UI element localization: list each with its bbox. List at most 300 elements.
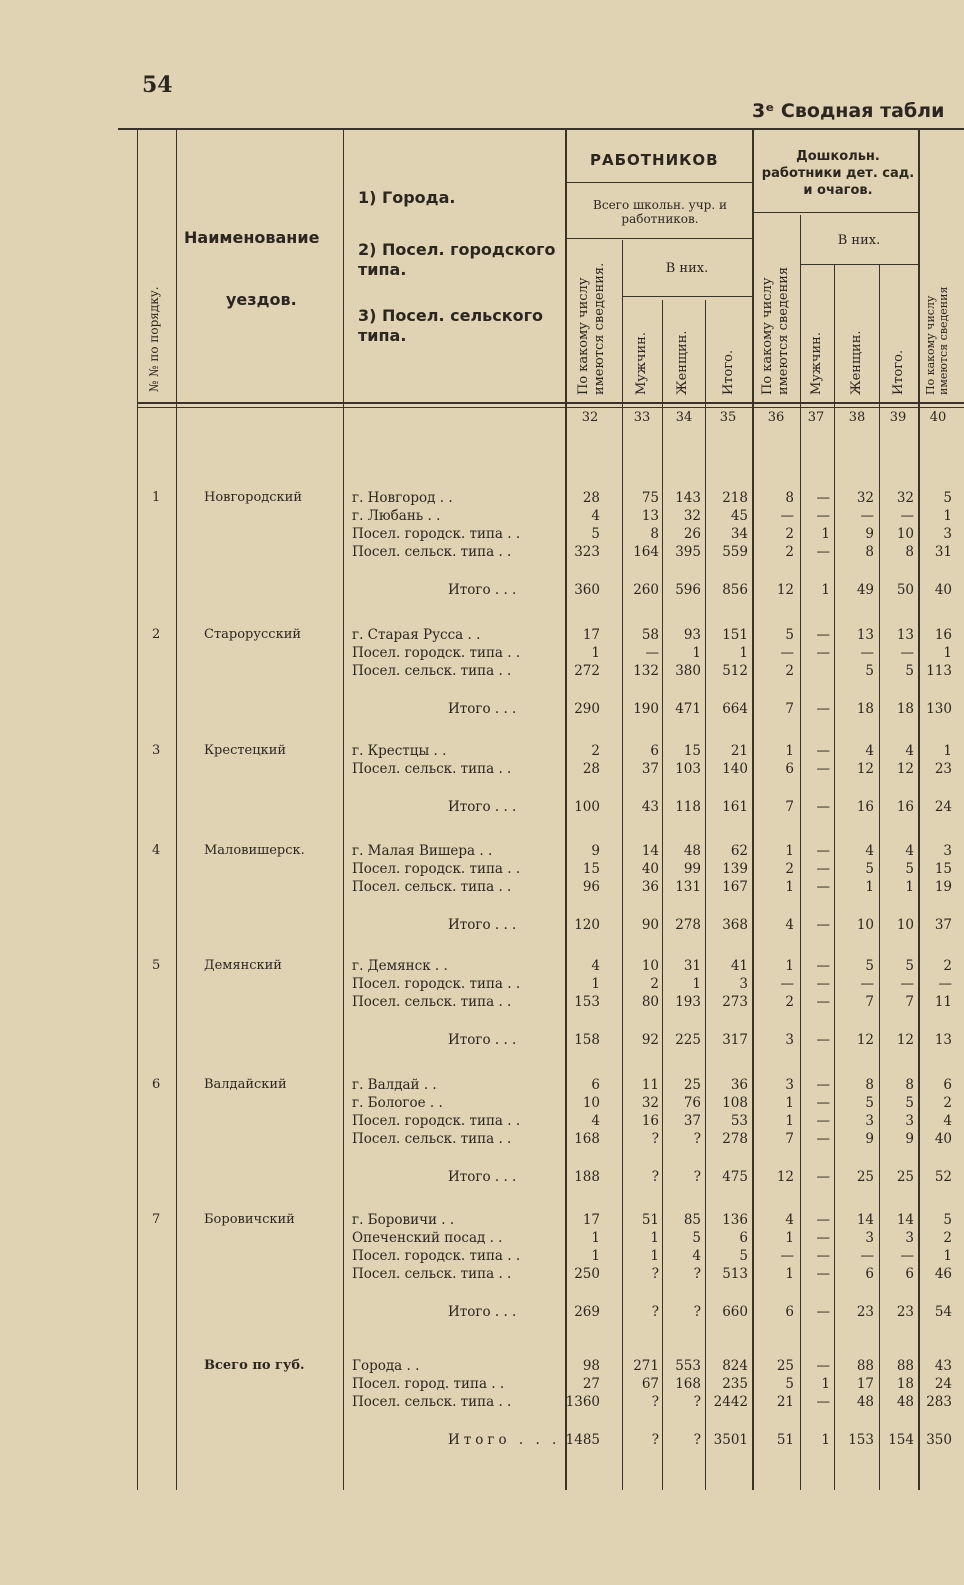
table-cell: 1 [591,1230,600,1246]
table-cell: 1485 [565,1432,600,1448]
table-cell: — [816,1266,830,1282]
header-bottom-rule [138,402,964,404]
table-cell: 75 [641,490,659,506]
table-cell: — [900,508,914,524]
table-cell: 4 [591,1113,600,1129]
row-label: Посел. городск. типа . . [352,645,521,661]
table-cell: 3 [865,1230,874,1246]
table-cell: 139 [722,861,748,877]
table-cell: — [860,508,874,524]
table-cell: 99 [683,861,701,877]
table-cell: 5 [943,490,952,506]
table-cell: 1 [692,976,701,992]
row-label: Посел. сельск. типа . . [352,1394,512,1410]
table-cell: 88 [856,1358,874,1374]
row-label: г. Малая Вишера . . [352,843,493,859]
row-label: г. Старая Русса . . [352,627,481,643]
col36-header: По какому числу имеются сведения [760,266,791,395]
column-number: 39 [889,410,907,425]
table-cell: 32 [896,490,914,506]
table-cell: 5 [785,1376,794,1392]
row-label: г. Боровичи . . [352,1212,455,1228]
table-cell: 12 [896,1032,914,1048]
table-cell: 40 [934,582,952,598]
page-number: 54 [142,72,173,98]
table-cell: 154 [888,1432,914,1448]
row-label: Посел. сельск. типа . . [352,1266,512,1282]
table-cell: — [860,976,874,992]
table-cell: 36 [730,1077,748,1093]
table-cell: 12 [856,761,874,777]
col-sep [137,130,138,1490]
table-cell: 271 [633,1358,659,1374]
table-cell: — [816,799,830,815]
table-cell: 24 [934,799,952,815]
table-cell: 2 [785,663,794,679]
table-cell: 43 [934,1358,952,1374]
table-cell: ? [651,1304,659,1320]
type1-header: 1) Города. [358,188,456,207]
district-name: Маловишерск. [204,843,305,858]
table-cell: 98 [582,1358,600,1374]
table-cell: 3 [905,1113,914,1129]
table-cell: 90 [641,917,659,933]
table-cell: 283 [926,1394,952,1410]
table-cell: 4 [591,958,600,974]
table-cell: 5 [905,1095,914,1111]
table-cell: 51 [776,1432,794,1448]
column-number: 33 [633,410,651,425]
column-number: 37 [807,410,825,425]
table-cell: 350 [926,1432,952,1448]
row-label: Города . . [352,1358,420,1374]
table-cell: 8 [785,490,794,506]
table-cell: 53 [730,1113,748,1129]
table-cell: 11 [934,994,952,1010]
table-cell: 16 [856,799,874,815]
table-cell: 14 [856,1212,874,1228]
table-cell: 4 [905,843,914,859]
table-cell: 193 [675,994,701,1010]
table-cell: 317 [722,1032,748,1048]
table-cell: ? [693,1266,701,1282]
row-label: г. Бологое . . [352,1095,443,1111]
preschool-group-header: Дошкольн. работники дет. сад. и очагов. [761,149,915,198]
row-label: Посел. городск. типа . . [352,1113,521,1129]
row-label: Посел. сельск. типа . . [352,879,512,895]
table-cell: 4 [591,508,600,524]
table-cell: — [816,1358,830,1374]
row-label: Посел. город. типа . . [352,1376,505,1392]
table-cell: — [816,861,830,877]
table-cell: 596 [675,582,701,598]
table-cell: 26 [683,526,701,542]
district-number: 2 [152,627,161,642]
table-cell: 6 [785,1304,794,1320]
table-cell: 278 [722,1131,748,1147]
table-cell: 9 [865,1131,874,1147]
row-label: Посел. сельск. типа . . [352,1131,512,1147]
table-cell: 2 [943,958,952,974]
table-cell: 12 [856,1032,874,1048]
table-cell: 14 [896,1212,914,1228]
table-cell: 52 [934,1169,952,1185]
table-cell: — [816,843,830,859]
table-cell: 118 [675,799,701,815]
workers-group-header: РАБОТНИКОВ [590,151,719,169]
table-cell: 5 [865,861,874,877]
table-cell: 80 [641,994,659,1010]
table-cell: 40 [934,1131,952,1147]
table-cell: — [900,645,914,661]
table-cell: 8 [865,544,874,560]
total-row-label: Итого . . . [448,1032,517,1048]
table-cell: 272 [574,663,600,679]
table-cell: 1 [591,976,600,992]
table-cell: 16 [896,799,914,815]
table-cell: 1 [943,508,952,524]
col39-header: Итого. [891,349,906,395]
table-cell: — [816,976,830,992]
table-cell: 664 [722,701,748,717]
table-cell: 28 [582,490,600,506]
table-cell: 10 [896,526,914,542]
total-row-label: Итого . . . [448,1432,561,1448]
table-cell: 6 [865,1266,874,1282]
table-cell: 12 [896,761,914,777]
table-cell: 92 [641,1032,659,1048]
table-cell: 18 [896,1376,914,1392]
table-cell: 2 [943,1095,952,1111]
table-cell: 153 [574,994,600,1010]
table-cell: 1 [785,843,794,859]
table-cell: 3 [785,1077,794,1093]
table-cell: — [900,1248,914,1264]
table-cell: 660 [722,1304,748,1320]
table-cell: 25 [776,1358,794,1374]
top-rule [118,128,964,130]
in-them-header: В них. [665,261,709,276]
row-label: г. Демянск . . [352,958,448,974]
header-bottom-rule-2 [138,407,964,408]
table-cell: 4 [865,843,874,859]
table-cell: 100 [574,799,600,815]
table-cell: 7 [785,1131,794,1147]
table-cell: 21 [776,1394,794,1410]
table-cell: 9 [905,1131,914,1147]
table-cell: 50 [896,582,914,598]
district-name: Старорусский [204,627,302,642]
table-cell: 4 [865,743,874,759]
table-cell: 3 [785,1032,794,1048]
table-cell: 6 [650,743,659,759]
table-cell: 4 [905,743,914,759]
table-cell: 8 [865,1077,874,1093]
table-cell: 34 [730,526,748,542]
table-cell: 54 [934,1304,952,1320]
table-cell: 1 [943,645,952,661]
table-cell: 559 [722,544,748,560]
table-cell: 2 [785,526,794,542]
table-cell: ? [693,1131,701,1147]
table-cell: 168 [574,1131,600,1147]
table-cell: 49 [856,582,874,598]
table-cell: 4 [785,917,794,933]
table-cell: 76 [683,1095,701,1111]
table-cell: — [816,994,830,1010]
district-number: 1 [152,490,161,505]
table-cell: 323 [574,544,600,560]
in-them-header-2: В них. [837,233,881,248]
table-cell: 31 [934,544,952,560]
table-cell: 2 [785,861,794,877]
table-cell: 132 [633,663,659,679]
table-cell: 395 [675,544,701,560]
table-cell: 7 [865,994,874,1010]
total-row-label: Итого . . . [448,1304,517,1320]
table-cell: 37 [641,761,659,777]
district-name: Новгородский [204,490,303,505]
table-cell: 85 [683,1212,701,1228]
table-cell: 5 [905,663,914,679]
table-cell: 1 [785,743,794,759]
table-cell: 143 [675,490,701,506]
total-row-label: Итого . . . [448,1169,517,1185]
table-cell: 41 [730,958,748,974]
table-cell: 23 [856,1304,874,1320]
table-cell: 3 [905,1230,914,1246]
table-cell: 168 [675,1376,701,1392]
district-name: Валдайский [204,1077,287,1092]
table-cell: 37 [934,917,952,933]
table-cell: 1 [785,1095,794,1111]
table-cell: 1 [591,645,600,661]
table-cell: ? [693,1432,701,1448]
table-cell: 1 [865,879,874,895]
table-cell: 28 [582,761,600,777]
name-header-line2: уездов. [226,290,297,309]
table-cell: ? [693,1304,701,1320]
table-cell: 1 [821,1432,830,1448]
table-cell: 380 [675,663,701,679]
table-cell: 113 [926,663,952,679]
district-name: Всего по губ. [204,1358,305,1373]
column-number: 40 [929,410,947,425]
table-cell: 5 [943,1212,952,1228]
table-cell: 136 [722,1212,748,1228]
table-cell: 1 [821,1376,830,1392]
table-cell: 290 [574,701,600,717]
table-cell: 167 [722,879,748,895]
table-cell: ? [693,1394,701,1410]
table-cell: — [780,976,794,992]
table-cell: 513 [722,1266,748,1282]
table-cell: — [816,1230,830,1246]
row-label: Посел. сельск. типа . . [352,544,512,560]
table-cell: ? [651,1131,659,1147]
table-cell: 15 [934,861,952,877]
table-cell: 4 [785,1212,794,1228]
table-cell: 8 [905,544,914,560]
table-cell: — [816,544,830,560]
table-cell: 2 [591,743,600,759]
table-cell: 1 [650,1248,659,1264]
table-cell: — [816,490,830,506]
table-cell: ? [651,1432,659,1448]
table-cell: 2442 [713,1394,748,1410]
district-name: Крестецкий [204,743,287,758]
table-cell: — [938,976,952,992]
table-cell: 45 [730,508,748,524]
table-cell: 51 [641,1212,659,1228]
district-number: 3 [152,743,161,758]
table-cell: ? [651,1266,659,1282]
table-cell: 120 [574,917,600,933]
table-cell: 88 [896,1358,914,1374]
column-number: 34 [675,410,693,425]
row-label: Посел. городск. типа . . [352,976,521,992]
table-cell: 5 [591,526,600,542]
table-cell: 48 [896,1394,914,1410]
table-cell: 1 [821,526,830,542]
table-cell: 4 [943,1113,952,1129]
col-sep [176,130,177,1490]
table-cell: — [816,627,830,643]
district-name: Боровичский [204,1212,295,1227]
table-cell: 553 [675,1358,701,1374]
table-cell: 13 [856,627,874,643]
table-cell: 360 [574,582,600,598]
table-cell: 471 [675,701,701,717]
table-cell: 824 [722,1358,748,1374]
table-cell: 5 [739,1248,748,1264]
row-label: г. Любань . . [352,508,441,524]
table-cell: 13 [934,1032,952,1048]
hdr-rule [566,238,752,239]
table-cell: — [780,645,794,661]
row-label: Посел. городск. типа . . [352,861,521,877]
col35-header: Итого. [721,349,736,395]
table-cell: 24 [934,1376,952,1392]
table-cell: — [816,917,830,933]
table-cell: 6 [591,1077,600,1093]
table-cell: 273 [722,994,748,1010]
table-cell: 1 [739,645,748,661]
table-cell: 15 [683,743,701,759]
table-cell: 16 [934,627,952,643]
table-cell: 250 [574,1266,600,1282]
table-cell: ? [651,1169,659,1185]
table-cell: — [816,1304,830,1320]
table-cell: 32 [641,1095,659,1111]
total-row-label: Итого . . . [448,701,517,717]
table-cell: — [816,701,830,717]
table-cell: 151 [722,627,748,643]
table-cell: 3 [739,976,748,992]
table-cell: 4 [692,1248,701,1264]
hdr-rule [800,264,918,265]
table-cell: 190 [633,701,659,717]
table-cell: 9 [591,843,600,859]
table-cell: — [816,1169,830,1185]
district-name: Демянский [204,958,282,973]
table-cell: 6 [785,761,794,777]
table-cell: 1 [785,1230,794,1246]
table-cell: 36 [641,879,659,895]
table-cell: 6 [905,1266,914,1282]
table-cell: 856 [722,582,748,598]
table-cell: — [860,1248,874,1264]
table-cell: 161 [722,799,748,815]
table-cell: — [816,743,830,759]
table-cell: 235 [722,1376,748,1392]
table-cell: 37 [683,1113,701,1129]
row-label: Посел. сельск. типа . . [352,663,512,679]
hdr-rule [754,212,918,213]
table-cell: 260 [633,582,659,598]
table-cell: 6 [943,1077,952,1093]
table-cell: — [816,1212,830,1228]
col33-header: Мужчин. [634,332,649,395]
table-cell: 158 [574,1032,600,1048]
total-row-label: Итого . . . [448,799,517,815]
table-cell: 1 [943,743,952,759]
table-cell: 31 [683,958,701,974]
table-cell: 32 [856,490,874,506]
table-cell: 1 [785,1113,794,1129]
name-header-line1: Наименование [184,228,320,247]
total-row-label: Итого . . . [448,917,517,933]
table-cell: 218 [722,490,748,506]
table-cell: — [816,1095,830,1111]
district-number: 7 [152,1212,161,1227]
table-cell: 23 [896,1304,914,1320]
table-cell: 7 [905,994,914,1010]
table-cell: 164 [633,544,659,560]
table-cell: — [816,1131,830,1147]
district-number: 5 [152,958,161,973]
table-cell: 67 [641,1376,659,1392]
table-cell: 10 [582,1095,600,1111]
table-cell: 12 [776,582,794,598]
table-cell: — [816,1248,830,1264]
row-label: г. Валдай . . [352,1077,437,1093]
row-label: Посел. городск. типа . . [352,1248,521,1264]
table-cell: 2 [785,544,794,560]
table-cell: ? [693,1169,701,1185]
table-cell: — [816,761,830,777]
table-cell: 5 [865,958,874,974]
table-cell: — [816,879,830,895]
col-sep [343,130,344,1490]
table-cell: 12 [776,1169,794,1185]
table-cell: 23 [934,761,952,777]
table-cell: 32 [683,508,701,524]
table-cell: 3501 [713,1432,748,1448]
table-cell: 17 [582,1212,600,1228]
table-cell: — [860,645,874,661]
column-number: 35 [719,410,737,425]
order-col-header: № № по порядку. [147,286,161,392]
table-cell: ? [651,1394,659,1410]
row-label: Посел. городск. типа . . [352,526,521,542]
table-cell: 140 [722,761,748,777]
table-cell: — [816,1394,830,1410]
table-cell: 512 [722,663,748,679]
table-cell: 1360 [565,1394,600,1410]
table-cell: 131 [675,879,701,895]
table-cell: 7 [785,701,794,717]
